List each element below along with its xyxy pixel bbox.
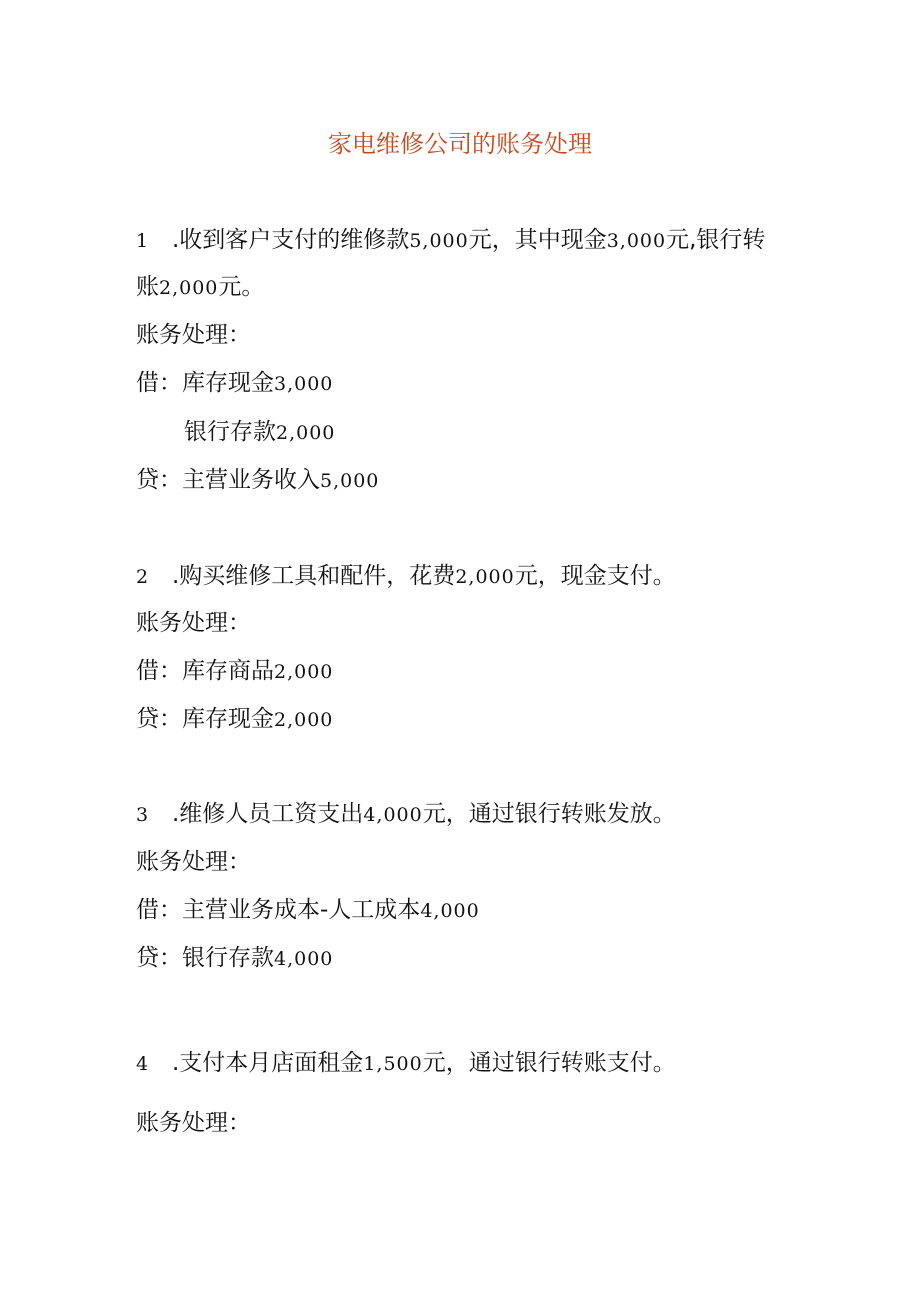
section-1-desc-text-2: 元，其中现金 xyxy=(468,227,607,253)
section-1-desc-amount-bank: 2,000 xyxy=(159,277,219,299)
section-1-credit-label: 贷： xyxy=(136,467,182,493)
section-3-heading: 账务处理： xyxy=(136,849,251,875)
section-4-description xyxy=(136,1048,676,1079)
section-1-credit-1-amount: 5,000 xyxy=(320,470,380,492)
section-1-debit-2-account: 银行存款 xyxy=(184,419,276,445)
section-4-index: 4 xyxy=(136,1053,149,1075)
section-4-desc-text: .支付本月店面租金 xyxy=(172,1050,364,1076)
section-1-desc-amount-cash: 3,000 xyxy=(606,230,667,252)
section-2-credit-line-1 xyxy=(136,704,333,735)
section-2-desc-text-2: 元，现金支付。 xyxy=(514,563,676,589)
section-3-credit-line-1 xyxy=(136,943,333,974)
section-1-debit-label: 借： xyxy=(136,370,182,396)
section-2-desc-text: .购买维修工具和配件，花费 xyxy=(172,563,456,589)
section-3-index: 3 xyxy=(136,804,149,826)
section-1-debit-line-2 xyxy=(184,417,335,448)
section-2-credit-1-amount: 2,000 xyxy=(274,709,334,731)
section-2-credit-1-account: 库存现金 xyxy=(182,706,274,732)
section-3-credit-label: 贷： xyxy=(136,945,182,971)
section-3-credit-1-account: 银行存款 xyxy=(182,945,274,971)
section-3-debit-1-amount: 4,000 xyxy=(420,900,480,922)
section-2-desc-amount: 2,000 xyxy=(455,566,515,588)
section-1-debit-2-amount: 2,000 xyxy=(276,422,336,444)
section-1-description-cont xyxy=(136,272,264,303)
section-1-heading: 账务处理： xyxy=(136,322,251,348)
section-1-desc-amount-total: 5,000 xyxy=(409,230,469,252)
section-3-debit-1-account: 主营业务成本-人工成本 xyxy=(182,897,421,923)
section-1-desc-text-3: 元,银行转 xyxy=(666,227,766,253)
section-1-credit-line-1 xyxy=(136,465,379,496)
section-1-credit-1-account: 主营业务收入 xyxy=(182,467,320,493)
section-3-debit-line-1 xyxy=(136,895,480,926)
section-2-debit-1-amount: 2,000 xyxy=(274,661,334,683)
section-2-index: 2 xyxy=(136,566,149,588)
section-4-desc-text-2: 元，通过银行转账支付。 xyxy=(422,1050,676,1076)
section-2-debit-line-1 xyxy=(136,656,333,687)
section-2-debit-1-account: 库存商品 xyxy=(182,658,274,684)
section-1-debit-line-1 xyxy=(136,368,333,399)
section-3-debit-label: 借： xyxy=(136,897,182,923)
section-2-debit-label: 借： xyxy=(136,658,182,684)
section-1-index: 1 xyxy=(136,230,149,252)
section-3-desc-amount: 4,000 xyxy=(363,804,423,826)
section-1-desc-text-4: 账 xyxy=(136,274,159,300)
section-2-heading: 账务处理： xyxy=(136,610,251,636)
section-3-description xyxy=(136,799,676,830)
section-1-description xyxy=(136,225,765,256)
section-3-desc-text: .维修人员工资支出 xyxy=(172,801,364,827)
section-2-description xyxy=(136,561,676,592)
section-1-debit-1-account: 库存现金 xyxy=(182,370,274,396)
section-1-desc-text: .收到客户支付的维修款 xyxy=(172,227,410,253)
section-1-desc-text-5: 元。 xyxy=(218,274,265,300)
section-4-heading: 账务处理： xyxy=(136,1110,251,1136)
page-title: 家电维修公司的账务处理 xyxy=(328,130,592,158)
section-4-desc-amount: 1,500 xyxy=(363,1053,423,1075)
section-2-credit-label: 贷： xyxy=(136,706,182,732)
section-1-debit-1-amount: 3,000 xyxy=(274,373,334,395)
section-3-desc-text-2: 元，通过银行转账发放。 xyxy=(422,801,676,827)
section-3-credit-1-amount: 4,000 xyxy=(274,948,334,970)
